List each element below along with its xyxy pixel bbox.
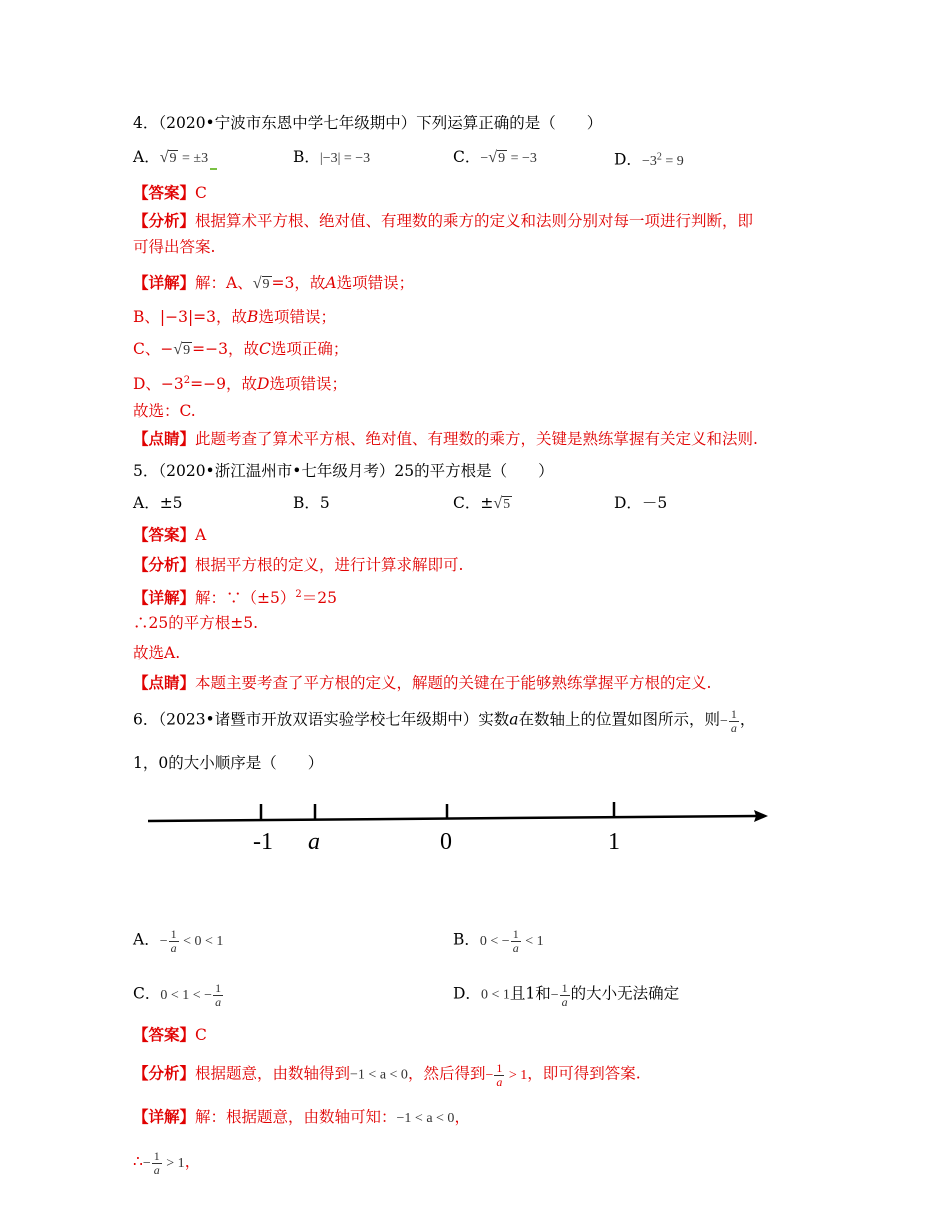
number-line-axis [148,816,758,821]
q4-detail-line5: 故选：C. [133,402,196,420]
q6-detail-line2: ∴− $\frac{1}{a}$ > 1， [133,1149,201,1177]
q4-detail-line1: 【详解】解：A、√9 =3，故A选项错误； [133,273,415,292]
q6-option-c: C．0 < 1 < − $\frac{1}{a}$ [133,981,222,1009]
q5-stem: 5．（2020•浙江温州市•七年级月考）25的平方根是（ ） [133,462,554,480]
q5-option-c: C．±√5 [453,494,511,512]
label-minus-1: -1 [253,829,273,855]
q5-option-a: A．±5 [133,494,183,512]
q6-detail-line1: 【详解】解：根据题意，由数轴可知：−1 < a < 0， [133,1107,470,1126]
label-1: 1 [608,829,620,855]
q4-detail-line2: B、|−3|=3，故B选项错误； [133,308,336,326]
q4-option-a: A．√9 = ±3 [133,146,217,170]
q5-detail-line2: ∴25的平方根±5. [133,614,258,632]
number-line-arrow [754,810,768,822]
q5-option-d: D．－5 [614,494,668,512]
q6-stem-line1: 6．（2023•诸暨市开放双语实验学校七年级期中）实数a在数轴上的位置如图所示，则− $\frac{1}{a}$ ， [133,707,756,735]
number-line [140,790,780,870]
q6-answer: 【答案】C [133,1025,207,1044]
q4-option-c: C．−√9 = −3 [453,148,537,166]
q4-option-b: B．|−3| = −3 [293,148,371,166]
q4-option-d: D．$-3^2 = 9$ [614,150,684,169]
q5-comment: 【点睛】本题主要考查了平方根的定义，解题的关键在于能够熟练掌握平方根的定义. [133,673,712,692]
q6-option-b: B．0 < − $\frac{1}{a}$ < 1 [453,927,544,955]
q4-detail-line4: D、$-3^2=-9$，故D选项错误； [133,375,347,394]
q4-answer: 【答案】C [133,183,207,202]
q4-stem: 4．（2020•宁波市东恩中学七年级期中）下列运算正确的是（ ） [133,114,603,132]
q6-option-a: A．− $\frac{1}{a}$ < 0 < 1 [133,927,224,955]
q6-stem-line2: 1，0的大小顺序是（ ） [133,754,324,772]
q5-answer: 【答案】A [133,525,207,544]
q4-comment: 【点睛】此题考查了算术平方根、绝对值、有理数的乘方，关键是熟练掌握有关定义和法则. [133,429,758,448]
q5-option-b: B．5 [293,494,330,512]
q4-detail-line3: C、−√9 =−3，故C选项正确； [133,340,349,358]
q6-option-d: D．0 < 1且1和− $\frac{1}{a}$ 的大小无法确定 [453,981,680,1009]
label-0: 0 [440,829,452,855]
label-a: a [308,829,320,855]
q4-analysis-line1: 【分析】根据算术平方根、绝对值、有理数的乘方的定义和法则分别对每一项进行判断，即 [133,211,754,230]
q4-analysis-line2: 可得出答案. [133,238,216,256]
q6-analysis: 【分析】根据题意，由数轴得到−1 < a < 0，然后得到− $\frac{1}{a}$ > 1，即可得到答案. [133,1061,641,1089]
q5-detail-line3: 故选A. [133,644,181,662]
q5-analysis: 【分析】根据平方根的定义，进行计算求解即可. [133,555,464,574]
q5-detail-line1: 【详解】解：$\because(\pm 5)^2=25$ [133,588,337,608]
